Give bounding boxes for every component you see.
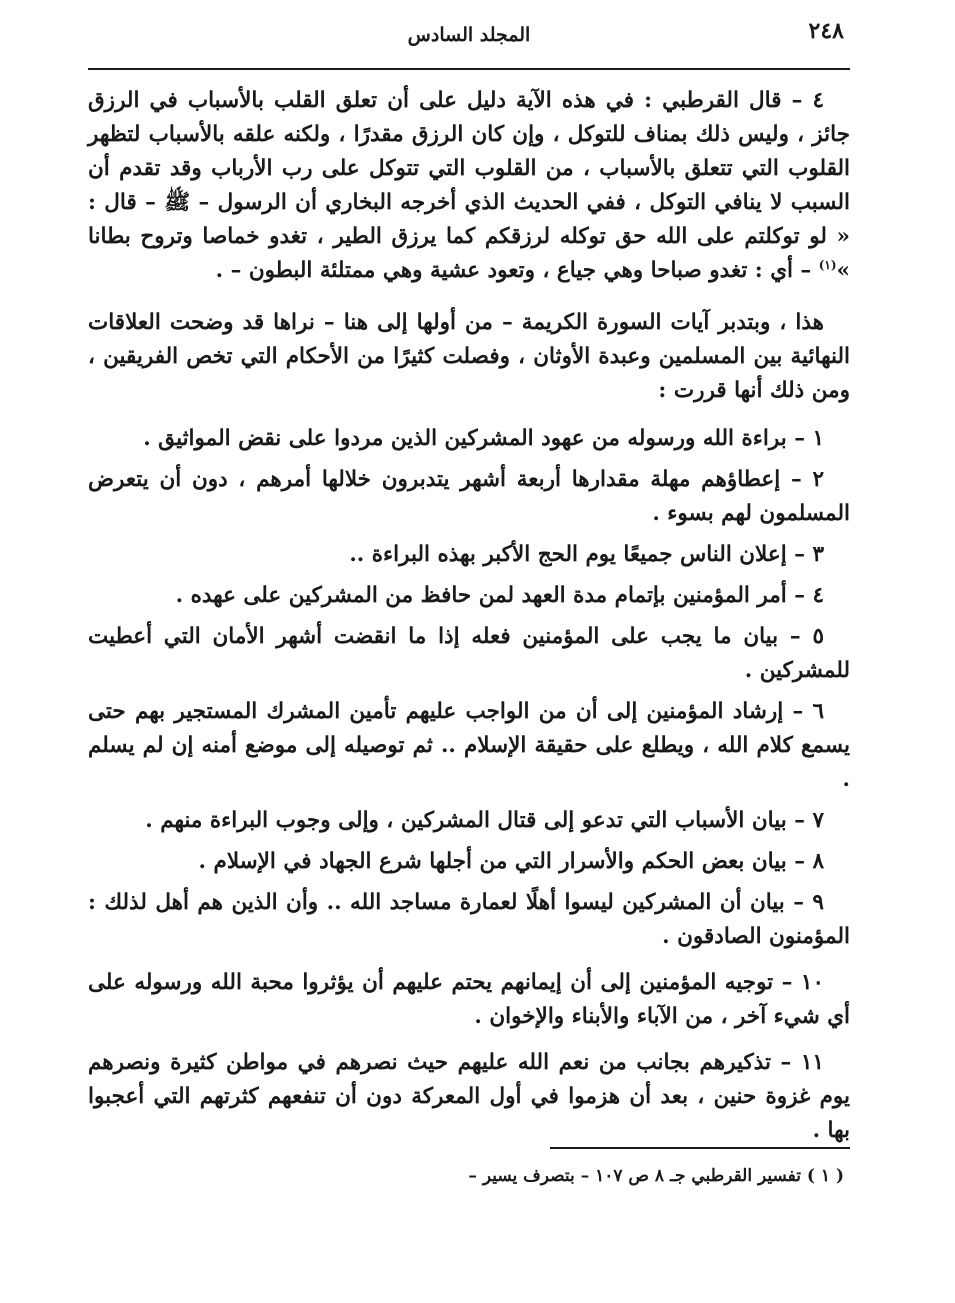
list-item-number: ٥ – xyxy=(778,624,824,649)
paragraph-qurtubi-tail: – أي : تغدو صباحا وهي جياع ، وتعود عشية وهي ممتلئة البطون – . xyxy=(215,258,819,283)
list-item-text: تذكيرهم بجانب من نعم الله عليهم حيث نصرهم في مواطن كثيرة ونصرهم يوم غزوة حنين ، بعد أن هزموا في أول المعركة دون أن تنفعهم كثرتهم التي أعجبوا بها . xyxy=(88,1050,850,1143)
list-item-text: إرشاد المؤمنين إلى أن من الواجب عليهم تأمين المشرك المستجير بهم حتى يسمع كلام الله ، ويطلع على حقيقة الإسلام .. ثم توصيله إلى موضع أمنه إن لم يسلم . xyxy=(88,699,850,792)
list-item-text: توجيه المؤمنين إلى أن إيمانهم يحتم عليهم أن يؤثروا محبة الله ورسوله على أي شيء آخر ، من الآباء والأبناء والإخوان . xyxy=(88,970,850,1029)
footnote-reference: (١) xyxy=(818,257,837,272)
list-item xyxy=(88,538,850,572)
list-item-number: ٢ – xyxy=(780,467,824,492)
list-item-number: ٦ – xyxy=(783,699,824,724)
list-item xyxy=(88,1046,850,1148)
paragraph-summary-intro: هذا ، وبتدبر آيات السورة الكريمة – من أولها إلى هنا – نراها قد وضحت العلاقات النهائية بين المسلمين وعبدة الأوثان ، وفصلت كثيرًا من الأحكام التي تخص الفريقين ، ومن ذلك أنها قررت : xyxy=(88,310,850,403)
header-rule xyxy=(88,68,850,70)
list-item xyxy=(88,886,850,954)
list-item-number: ١٠ – xyxy=(773,970,824,995)
list-item-text: بيان الأسباب التي تدعو إلى قتال المشركين ، وإلى وجوب البراءة منهم . xyxy=(145,808,787,833)
list-item xyxy=(88,463,850,531)
main-text xyxy=(88,84,850,1155)
list-item xyxy=(88,579,850,613)
list-item-number: ٨ – xyxy=(786,849,824,874)
paragraph-qurtubi xyxy=(88,84,850,288)
list-item-text: بيان ما يجب على المؤمنين فعله إذا ما انقضت أشهر الأمان التي أعطيت للمشركين . xyxy=(88,624,850,683)
list-item xyxy=(88,620,850,688)
list-item-number: ٧ – xyxy=(786,808,824,833)
list-item-text: براءة الله ورسوله من عهود المشركين الذين مردوا على نقض المواثيق . xyxy=(143,426,787,451)
volume-title: المجلد السادس xyxy=(407,24,531,46)
running-header xyxy=(88,14,850,54)
list-item xyxy=(88,422,850,456)
list-item xyxy=(88,695,850,797)
page-number: ٢٤٨ xyxy=(808,18,844,44)
list-item xyxy=(88,845,850,879)
list-item-text: إعطاؤهم مهلة مقدارها أربعة أشهر يتدبرون خلالها أمرهم ، دون أن يتعرض المسلمون لهم بسوء . xyxy=(88,467,850,526)
list-item-text: بيان بعض الحكم والأسرار التي من أجلها شرع الجهاد في الإسلام . xyxy=(198,849,787,874)
paragraph-qurtubi-text: ٤ – قال القرطبي : في هذه الآية دليل على أن تعلق القلب بالأسباب في الرزق جائز ، وليس ذلك بمناف للتوكل ، وإن كان الرزق مقدرًا ، ولكنه علقه بالأسباب لتظهر القلوب التي تتعلق بالأسباب ، من القلوب التي تتوكل على رب الأرباب وقد تقدم أن السبب لا ينافي التوكل ، ففي الحديث الذي أخرجه البخاري أن الرسول – ﷺ – قال : « لو توكلتم على الله حق توكله لرزقكم كما يرزق الطير ، تغدو خماصا وتروح بطانا » xyxy=(88,88,850,283)
list-item xyxy=(88,966,850,1034)
list-item-number: ١ – xyxy=(786,426,824,451)
footnote: ( ١ ) تفسير القرطبي جـ ٨ ص ١٠٧ – بتصرف يسير – xyxy=(468,1166,844,1186)
list-item-number: ١١ – xyxy=(770,1050,824,1075)
list-item-number: ٩ – xyxy=(784,890,824,915)
book-page xyxy=(88,14,850,1186)
list-item-number: ٣ – xyxy=(786,542,824,567)
list-item-text: بيان أن المشركين ليسوا أهلًا لعمارة مساجد الله .. وأن الذين هم أهل لذلك : المؤمنون الصادقون . xyxy=(88,890,850,949)
list-item-number: ٤ – xyxy=(786,583,824,608)
footnote-rule xyxy=(550,1147,850,1149)
list-item xyxy=(88,804,850,838)
list-item-text: أمر المؤمنين بإتمام مدة العهد لمن حافظ من المشركين على عهده . xyxy=(175,583,787,608)
list-item-text: إعلان الناس جميعًا يوم الحج الأكبر بهذه البراءة .. xyxy=(349,542,787,567)
